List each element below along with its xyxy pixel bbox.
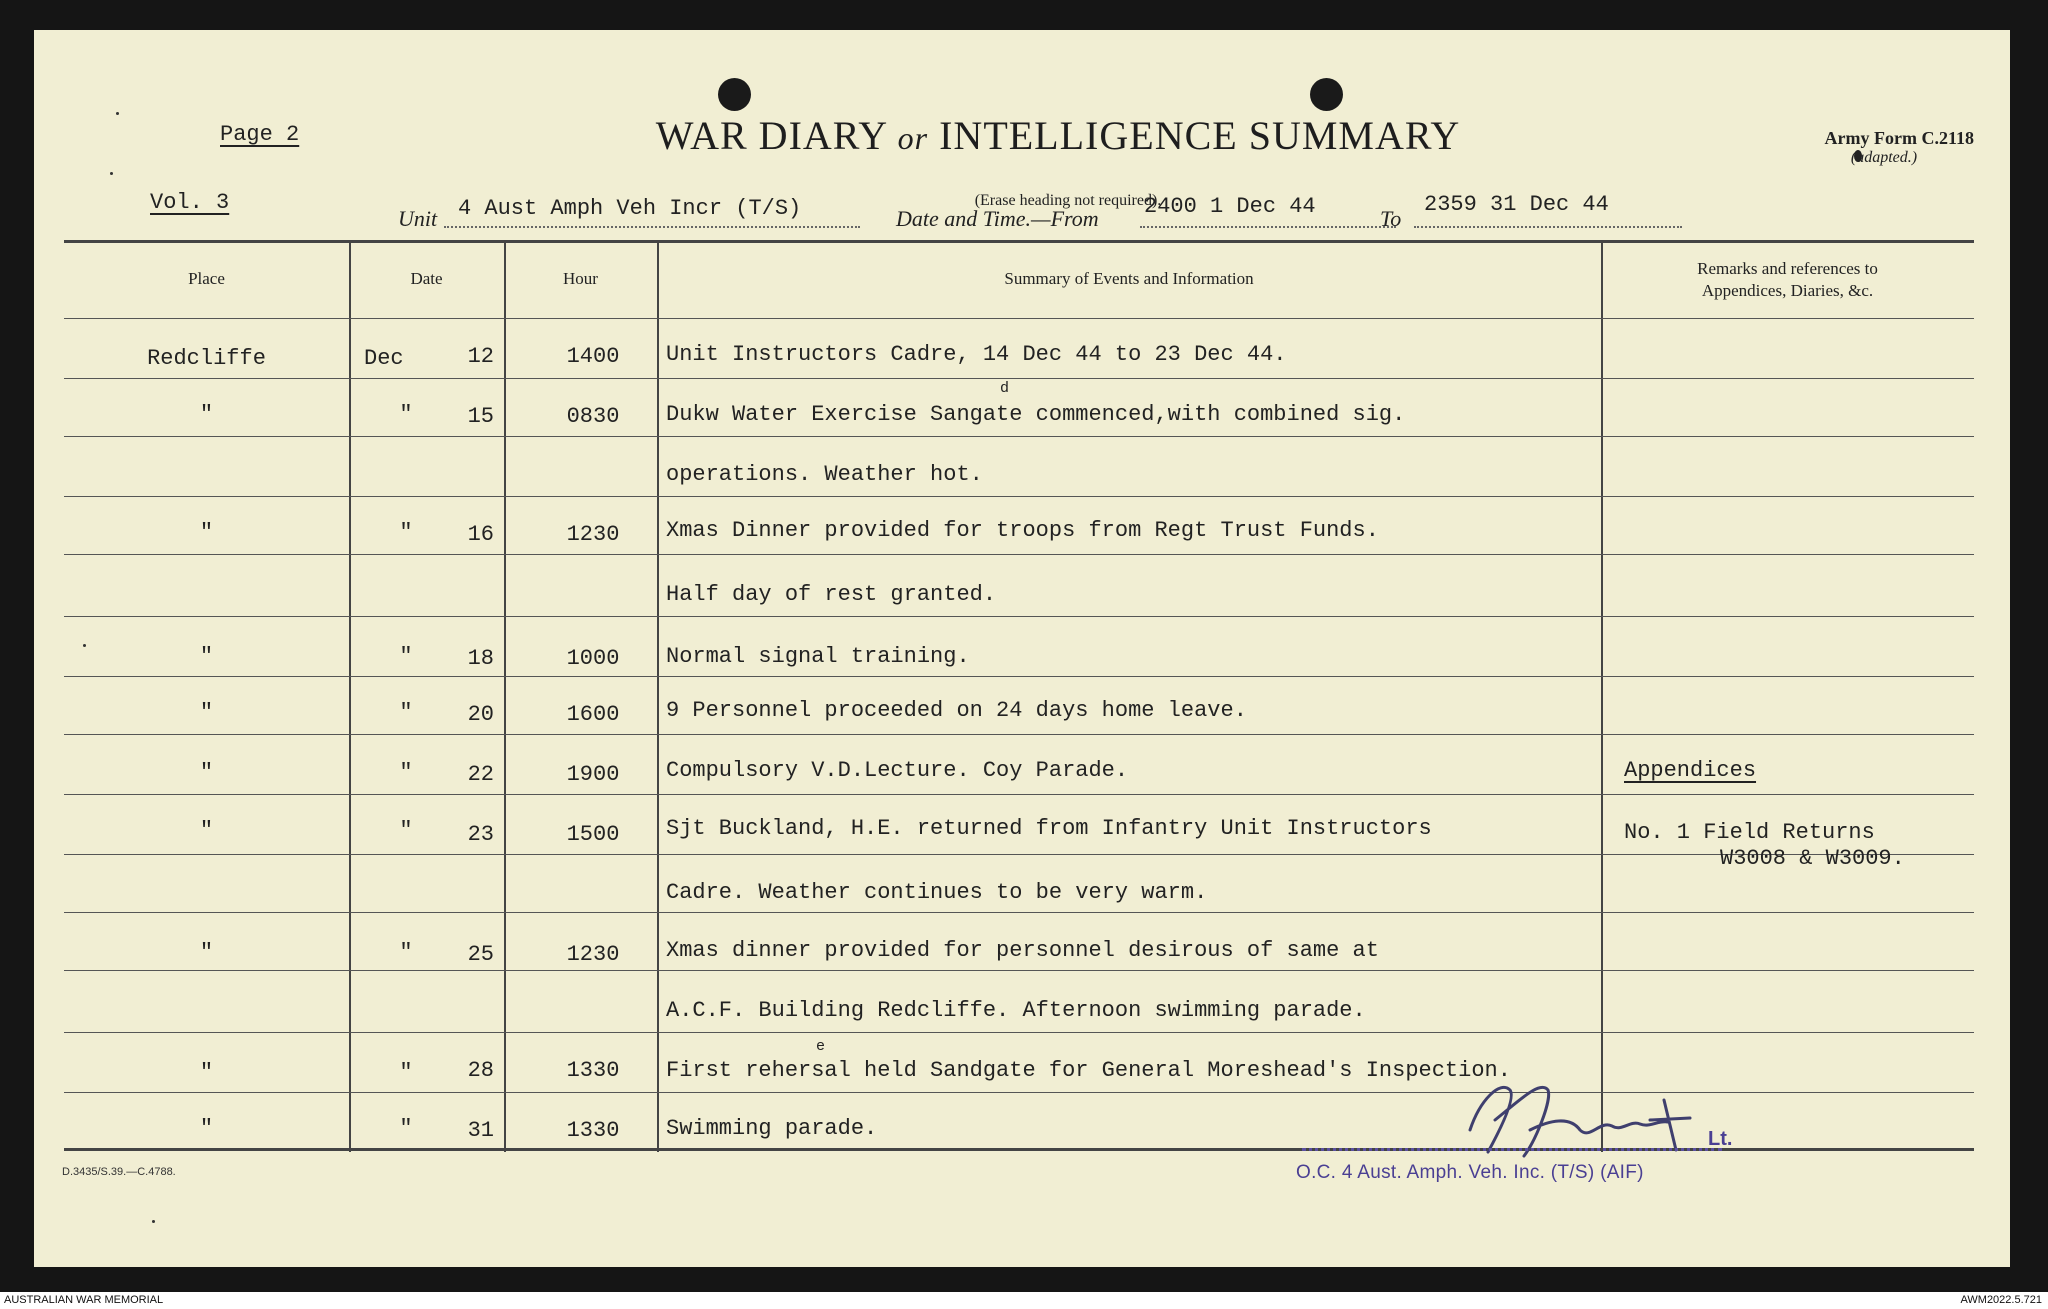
row-day: 18 (467, 646, 494, 671)
row-place: " (199, 1060, 214, 1085)
date-from-dotted-line (1140, 226, 1396, 228)
page-number: Page 2 (220, 122, 300, 147)
form-print-code: D.3435/S.39.—C.4788. (62, 1166, 176, 1178)
row-summary: Xmas Dinner provided for troops from Regt Trust Funds. (666, 518, 1379, 543)
punch-hole-right (1310, 78, 1343, 111)
row-summary: First rehersal held Sandgate for General Moreshead's Inspection. (666, 1058, 1511, 1083)
row-summary: Xmas dinner provided for personnel desirous of same at (666, 938, 1379, 963)
signature (1440, 1060, 1720, 1170)
header-remarks (1601, 258, 1974, 302)
appendix-entry: No. 1 Field Returns (1624, 820, 1875, 845)
column-divider (504, 240, 506, 1152)
column-divider (657, 240, 659, 1152)
signature-line (1302, 1148, 1722, 1151)
officer-rank-stamp: Lt. (1708, 1128, 1733, 1150)
date-from-label: Date and Time.—From (896, 206, 1099, 231)
row-summary: Unit Instructors Cadre, 14 Dec 44 to 23 Dec 44. (666, 342, 1287, 367)
header-remarks-line2: Appendices, Diaries, &c. (1701, 281, 1874, 300)
row-rule (64, 496, 1974, 497)
row-rule (64, 436, 1974, 437)
row-month: " (399, 402, 413, 427)
paper-speck (110, 172, 113, 175)
column-divider (1601, 240, 1603, 1152)
row-month: " (399, 520, 413, 545)
row-month: Dec (364, 346, 404, 371)
unit-dotted-line (444, 226, 860, 228)
row-place: " (199, 940, 214, 965)
war-diary-table (64, 240, 1974, 1152)
row-hour: 0830 (566, 404, 620, 429)
handwritten-insert: e (816, 1038, 826, 1055)
row-rule (64, 1032, 1974, 1033)
date-to-value: 2359 31 Dec 44 (1424, 192, 1609, 217)
row-place: " (199, 644, 214, 669)
row-summary: Half day of rest granted. (666, 582, 997, 607)
paper-speck (152, 1220, 155, 1223)
row-rule (64, 912, 1974, 913)
unit-label: Unit (398, 206, 438, 231)
row-place: " (199, 1116, 214, 1141)
row-place: " (199, 760, 214, 785)
volume-number: Vol. 3 (150, 190, 230, 215)
row-rule (64, 854, 1974, 855)
row-summary: Cadre. Weather continues to be very warm. (666, 880, 1208, 905)
credit-accession-number: AWM2022.5.721 (1960, 1294, 2042, 1306)
row-rule (64, 378, 1974, 379)
row-hour: 1000 (566, 646, 620, 671)
row-place: " (199, 818, 214, 843)
row-day: 23 (467, 822, 494, 847)
row-place: Redcliffe (147, 346, 266, 371)
title-or: or (897, 120, 929, 156)
row-day: 15 (467, 404, 494, 429)
row-day: 22 (467, 762, 494, 787)
header-date: Date (410, 269, 443, 288)
row-summary: Compulsory V.D.Lecture. Coy Parade. (666, 758, 1129, 783)
date-to-label: To (1380, 206, 1402, 231)
row-rule (64, 794, 1974, 795)
title-intelligence-summary: INTELLIGENCE SUMMARY (939, 113, 1461, 158)
form-title (608, 112, 1508, 159)
row-place: " (199, 402, 214, 427)
header-remarks-line1: Remarks and references to (1697, 259, 1878, 278)
row-day: 28 (467, 1058, 494, 1083)
row-rule (64, 616, 1974, 617)
table-top-rule (64, 240, 1974, 243)
row-hour: 1230 (566, 942, 620, 967)
row-month: " (399, 644, 413, 669)
date-from-value: 2400 1 Dec 44 (1144, 194, 1316, 219)
officer-title-stamp: O.C. 4 Aust. Amph. Veh. Inc. (T/S) (AIF) (1296, 1162, 1644, 1183)
row-place: " (199, 700, 214, 725)
row-month: " (399, 1116, 413, 1141)
handwritten-insert: d (1000, 380, 1010, 397)
row-month: " (399, 700, 413, 725)
row-hour: 1400 (566, 344, 620, 369)
row-day: 25 (467, 942, 494, 967)
row-summary: Normal signal training. (666, 644, 970, 669)
title-war-diary: WAR DIARY (655, 113, 887, 158)
row-hour: 1500 (566, 822, 620, 847)
column-divider (349, 240, 351, 1152)
header-place: Place (188, 269, 225, 288)
row-month: " (399, 818, 413, 843)
row-rule (64, 554, 1974, 555)
header-hour: Hour (563, 269, 598, 288)
appendices-heading: Appendices (1624, 758, 1757, 783)
paper-speck (116, 112, 119, 115)
row-hour: 1230 (566, 522, 620, 547)
row-hour: 1330 (566, 1058, 620, 1083)
date-to-dotted-line (1414, 226, 1682, 228)
row-rule (64, 734, 1974, 735)
row-rule (64, 970, 1974, 971)
row-day: 12 (467, 344, 494, 369)
row-summary: operations. Weather hot. (666, 462, 983, 487)
army-form-adapted: (adapted.) (1850, 149, 1918, 166)
erase-note: (Erase heading not required). (974, 192, 1162, 209)
row-place: " (199, 520, 214, 545)
row-month: " (399, 1060, 413, 1085)
row-day: 20 (467, 702, 494, 727)
header-rule (64, 318, 1974, 319)
row-summary: Dukw Water Exercise Sangate commenced,with combined sig. (666, 402, 1406, 427)
row-hour: 1600 (566, 702, 620, 727)
row-month: " (399, 760, 413, 785)
row-summary: Sjt Buckland, H.E. returned from Infantry Unit Instructors (666, 816, 1432, 841)
credit-strip (0, 1292, 2048, 1309)
row-summary: Swimming parade. (666, 1116, 878, 1141)
row-hour: 1900 (566, 762, 620, 787)
credit-institution: AUSTRALIAN WAR MEMORIAL (4, 1294, 164, 1306)
punch-hole-left (718, 78, 751, 111)
army-form-number: Army Form C.2118 (1824, 128, 1974, 148)
row-summary: A.C.F. Building Redcliffe. Afternoon swimming parade. (666, 998, 1366, 1023)
row-month: " (399, 940, 413, 965)
row-day: 16 (467, 522, 494, 547)
row-hour: 1330 (566, 1118, 620, 1143)
row-rule (64, 676, 1974, 677)
unit-value: 4 Aust Amph Veh Incr (T/S) (458, 196, 802, 221)
row-day: 31 (467, 1118, 494, 1143)
row-summary: 9 Personnel proceeded on 24 days home leave. (666, 698, 1247, 723)
header-summary: Summary of Events and Information (1004, 269, 1254, 288)
appendix-entry-forms: W3008 & W3009. (1720, 846, 1905, 871)
